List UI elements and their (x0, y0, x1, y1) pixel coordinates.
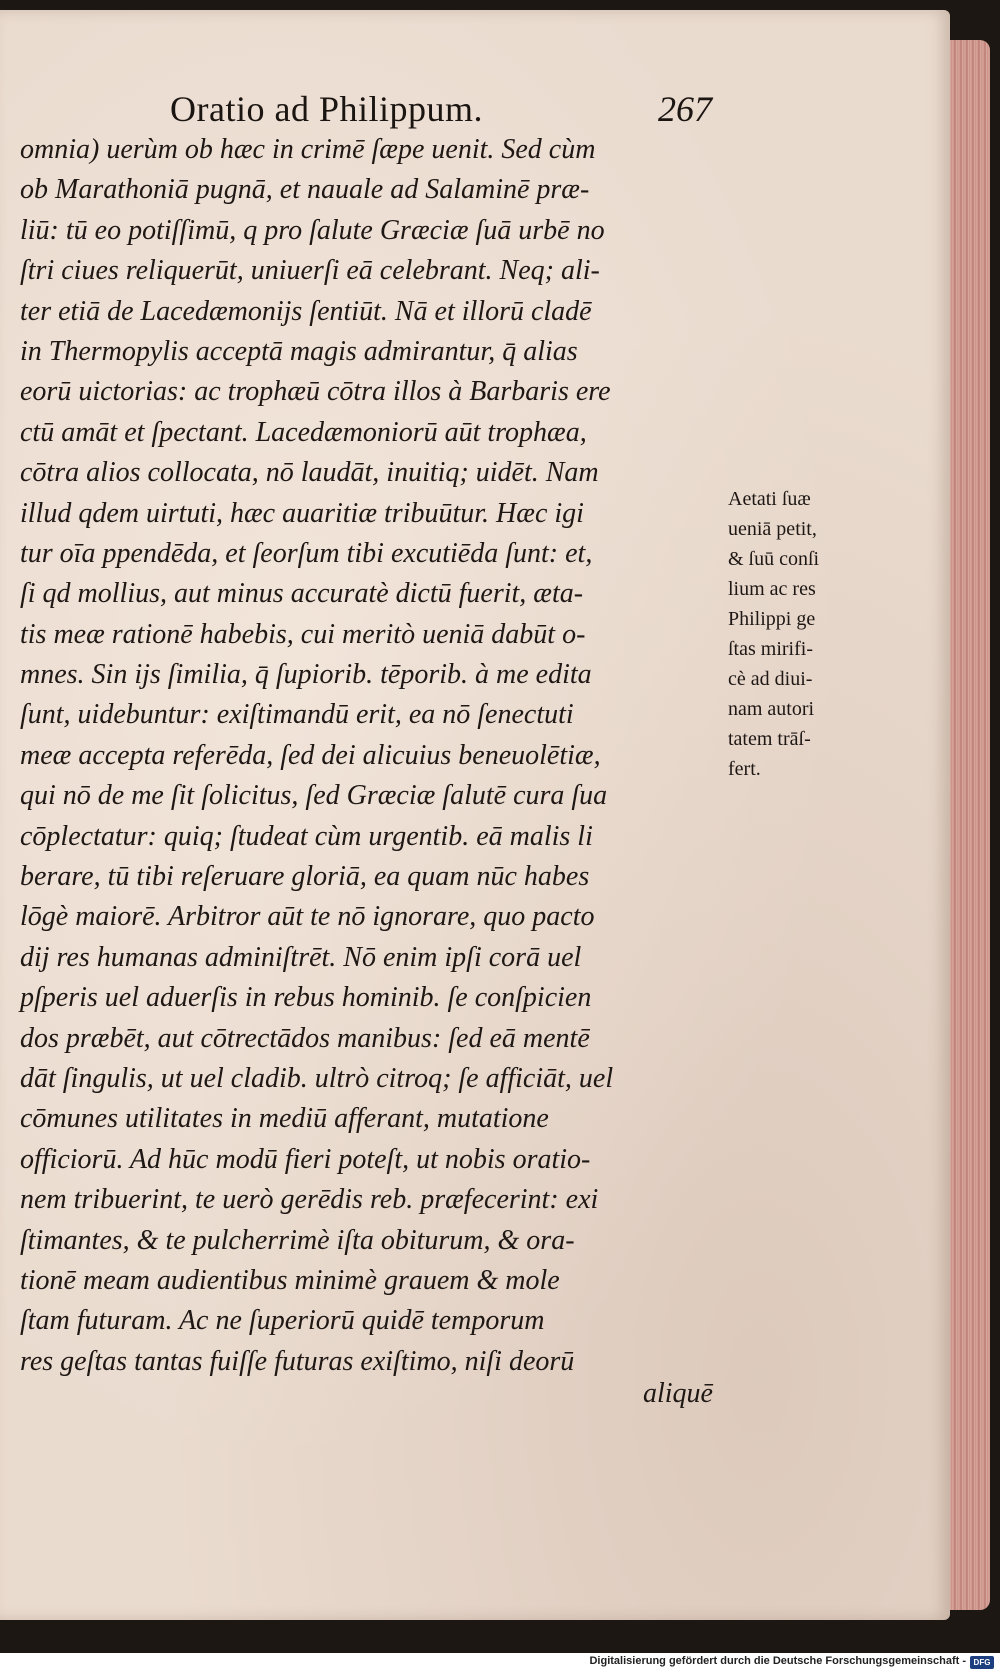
footer-bar (0, 1653, 1000, 1672)
catchword: aliquē (643, 1378, 713, 1409)
marginal-note-line: Aetati ſuæ (728, 488, 811, 510)
marginal-note (728, 484, 868, 784)
text-line: illud qdem uirtuti, hæc auaritiæ tribuūtur. Hæc igi (20, 497, 584, 529)
marginal-note-line: Philippi ge (728, 608, 816, 630)
text-line: mnes. Sin ijs ſimilia, q̄ ſupiorib. tēporib. à me edita (20, 659, 592, 691)
text-line: eorū uictorias: ac trophæū cōtra illos à Barbaris ere (20, 376, 611, 408)
funding-credit: Digitalisierung gefördert durch die Deutsche Forschungsgemeinschaft - (589, 1655, 966, 1667)
dfg-logo-text: DFG (973, 1658, 991, 1667)
text-line: liū: tū eo potiſſimū, q pro ſalute Græciæ ſuā urbē no (20, 214, 605, 246)
text-line: nem tribuerint, te uerò gerēdis reb. præfecerint: exi (20, 1184, 599, 1216)
body-text (20, 130, 720, 1382)
text-line: ſtri ciues reliquerūt, uniuerſi eā celebrant. Neq; ali- (20, 255, 600, 287)
running-head: Oratio ad Philippum. (170, 89, 483, 129)
text-line: res geſtas tantas fuiſſe futuras exiſtimo, niſi deorū (20, 1345, 575, 1377)
marginal-note-line: & ſuū conſi (728, 548, 820, 570)
text-line: tionē meam audientibus minimè grauem & mole (20, 1264, 560, 1296)
text-line: cōplectatur: quiq; ſtudeat cùm urgentib. eā malis li (20, 820, 593, 852)
marginal-note-line: nam autori (728, 698, 815, 720)
text-line: ſi qd mollius, aut minus accuratè dictū fuerit, æta- (20, 578, 584, 610)
text-line: ſtimantes, & te pulcherrimè iſta obiturum, & ora- (20, 1224, 575, 1256)
text-line: ſunt, uidebuntur: exiſtimandū erit, ea nō ſenectuti (20, 699, 574, 731)
text-line: ob Marathoniā pugnā, et nauale ad Salaminē præ- (20, 174, 590, 206)
text-line: ter etiā de Lacedæmonijs ſentiūt. Nā et illorū cladē (20, 295, 592, 327)
text-line: qui nō de me ſit ſolicitus, ſed Græciæ ſalutē cura ſua (20, 780, 608, 812)
text-line: tis meæ rationē habebis, cui meritò ueniā dabūt o- (20, 618, 586, 650)
text-line: in Thermopylis acceptā magis admirantur, q̄ alias (20, 335, 578, 367)
text-line: meæ accepta referēda, ſed dei alicuius beneuolētiæ, (20, 739, 601, 771)
book-page (0, 10, 950, 1620)
dfg-logo (970, 1656, 994, 1669)
text-line: omnia) uerùm ob hæc in crimē ſæpe uenit. Sed cùm (20, 134, 596, 165)
marginal-note-line: lium ac res (728, 578, 816, 600)
marginal-note-line: tatem trāſ- (728, 728, 811, 750)
text-line: dāt ſingulis, ut uel cladib. ultrò citroq; ſe afficiāt, uel (20, 1062, 614, 1094)
text-line: berare, tū tibi reſeruare gloriā, ea quam nūc habes (20, 861, 590, 893)
text-line: lōgè maiorē. Arbitror aūt te nō ignorare, quo pacto (20, 901, 595, 933)
marginal-note-line: ueniā petit, (728, 518, 817, 540)
text-line: cōtra alios collocata, nō laudāt, inuitiq; uidēt. Nam (20, 457, 599, 489)
marginal-note-line: fert. (728, 758, 761, 780)
marginal-note-line: cè ad diui- (728, 668, 813, 690)
text-line: officiorū. Ad hūc modū fieri poteſt, ut nobis oratio- (20, 1143, 591, 1175)
marginal-note-line: ſtas mirifi- (728, 638, 813, 660)
text-line: ctū amāt et ſpectant. Lacedæmoniorū aūt trophæa, (20, 416, 587, 448)
text-line: pſperis uel aduerſis in rebus hominib. ſe conſpicien (20, 982, 592, 1014)
text-line: tur oīa ppendēda, et ſeorſum tibi excutiēda ſunt: et, (20, 537, 593, 569)
text-line: dij res humanas adminiſtrēt. Nō enim ipſi corā uel (20, 941, 582, 973)
page-fore-edge (945, 40, 990, 1610)
text-line: cōmunes utilitates in mediū afferant, mutatione (20, 1103, 549, 1135)
text-line: ſtam futuram. Ac ne ſuperiorū quidē temporum (20, 1305, 545, 1337)
text-line: dos præbēt, aut cōtrectādos manibus: ſed eā mentē (20, 1022, 590, 1054)
page-number: 267 (658, 89, 712, 129)
